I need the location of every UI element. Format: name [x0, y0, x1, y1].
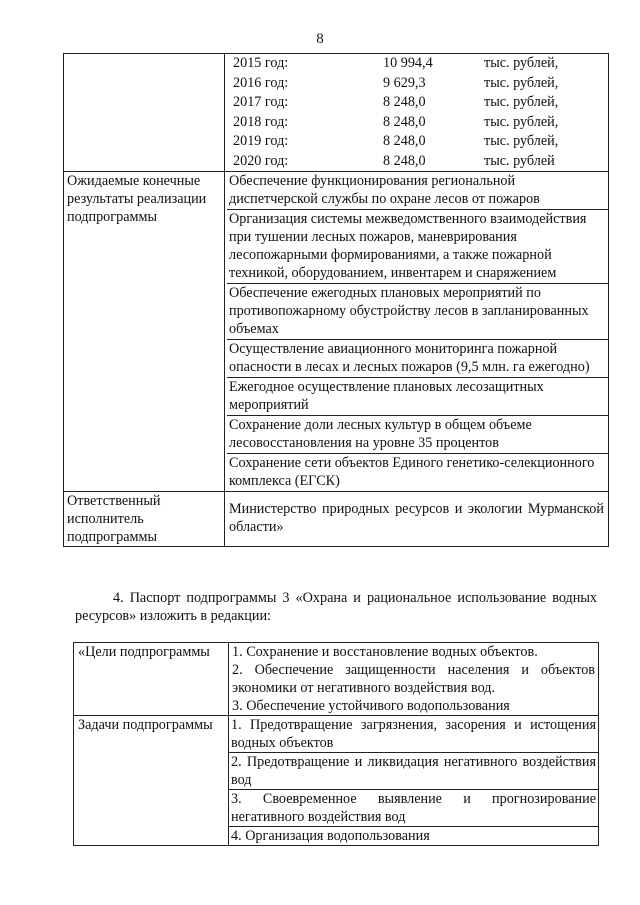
- funding-year: 2015 год:: [233, 55, 289, 71]
- funding-unit: тыс. рублей: [484, 152, 555, 169]
- task-item: 4. Организация водопользования: [231, 828, 430, 844]
- funding-line: [233, 54, 604, 74]
- goal-item: 2. Обеспечение защищенности населения и объектов экономики от негативного воздействия вод.: [232, 662, 595, 696]
- funding-year: 2016 год:: [233, 74, 289, 91]
- responsible-label: Ответственный исполнитель подпрограммы: [64, 492, 225, 547]
- amendment-paragraph: 4. Паспорт подпрограммы 3 «Охрана и рациональное использование водных ресурсов» изложить в редакции:: [75, 590, 597, 624]
- funding-unit: тыс. рублей,: [484, 74, 559, 91]
- funding-value: 8 248,0: [383, 94, 426, 110]
- funding-value: 8 248,0: [383, 152, 426, 169]
- funding-line: [233, 152, 604, 172]
- expected-result-item: Обеспечение функционирования региональной диспетчерской службы по охране лесов от пожаров: [227, 172, 608, 210]
- funding-value: 9 629,3: [383, 74, 426, 91]
- expected-results-row: [64, 172, 609, 492]
- expected-result-item: Сохранение сети объектов Единого генетико-селекционного комплекса (ЕГСК): [229, 455, 595, 489]
- funding-value: 8 248,0: [383, 133, 426, 149]
- funding-cell: [225, 54, 609, 172]
- task-item: 2. Предотвращение и ликвидация негативного воздействия вод: [231, 754, 596, 788]
- expected-results-cell: [225, 172, 609, 492]
- task-item: 3. Своевременное выявление и прогнозирование негативного воздействия вод: [231, 791, 596, 825]
- goals-row: [74, 643, 599, 716]
- funding-line: [233, 113, 604, 133]
- funding-row: [64, 54, 609, 172]
- responsible-row: [64, 492, 609, 547]
- expected-result-item: Ежегодное осуществление плановых лесозащитных мероприятий: [227, 378, 608, 416]
- tasks-row: [74, 716, 599, 846]
- page-number: 8: [316, 31, 324, 47]
- tasks-label: Задачи подпрограммы: [74, 716, 229, 846]
- tasks-cell: [229, 716, 599, 846]
- goal-item: 3. Обеспечение устойчивого водопользования: [232, 698, 510, 714]
- goals-label: «Цели подпрограммы: [74, 643, 229, 716]
- expected-result-item: Организация системы межведомственного взаимодействия при тушении лесных пожаров, маневрирования лесопожарными формированиями, а также пожарной техникой, оборудованием, инвентарем и снаряжением: [227, 210, 608, 284]
- funding-unit: тыс. рублей,: [484, 113, 559, 130]
- funding-line: [233, 132, 604, 152]
- expected-result-item: Обеспечение ежегодных плановых мероприятий по противопожарному обустройству лесов в запланированных объемах: [227, 284, 608, 340]
- goal-item: 1. Сохранение и восстановление водных объектов.: [232, 644, 538, 660]
- funding-year: 2017 год:: [233, 94, 289, 110]
- responsible-value: Министерство природных ресурсов и экологии Мурманской области»: [225, 492, 609, 547]
- funding-year: 2018 год:: [233, 113, 289, 130]
- funding-unit: тыс. рублей,: [484, 55, 559, 71]
- expected-results-label: Ожидаемые конечные результаты реализации подпрограммы: [64, 172, 225, 492]
- funding-line: [233, 93, 604, 113]
- subprogram-passport-table-continued: [63, 53, 609, 547]
- expected-result-item: Сохранение доли лесных культур в общем объеме лесовосстановления на уровне 35 процентов: [227, 416, 608, 454]
- funding-label-cell: [64, 54, 225, 172]
- funding-value: 8 248,0: [383, 113, 426, 130]
- subprogram-3-passport-table: [73, 642, 599, 846]
- funding-unit: тыс. рублей,: [484, 94, 559, 110]
- funding-year: 2020 год:: [233, 152, 289, 169]
- goals-cell: [229, 643, 599, 716]
- funding-unit: тыс. рублей,: [484, 133, 559, 149]
- funding-line: [233, 74, 604, 94]
- task-item: 1. Предотвращение загрязнения, засорения и истощения водных объектов: [231, 717, 596, 751]
- funding-year: 2019 год:: [233, 133, 289, 149]
- funding-value: 10 994,4: [383, 55, 433, 71]
- expected-result-item: Осуществление авиационного мониторинга пожарной опасности в лесах и лесных пожаров (9,5 млн. га ежегодно): [227, 340, 608, 378]
